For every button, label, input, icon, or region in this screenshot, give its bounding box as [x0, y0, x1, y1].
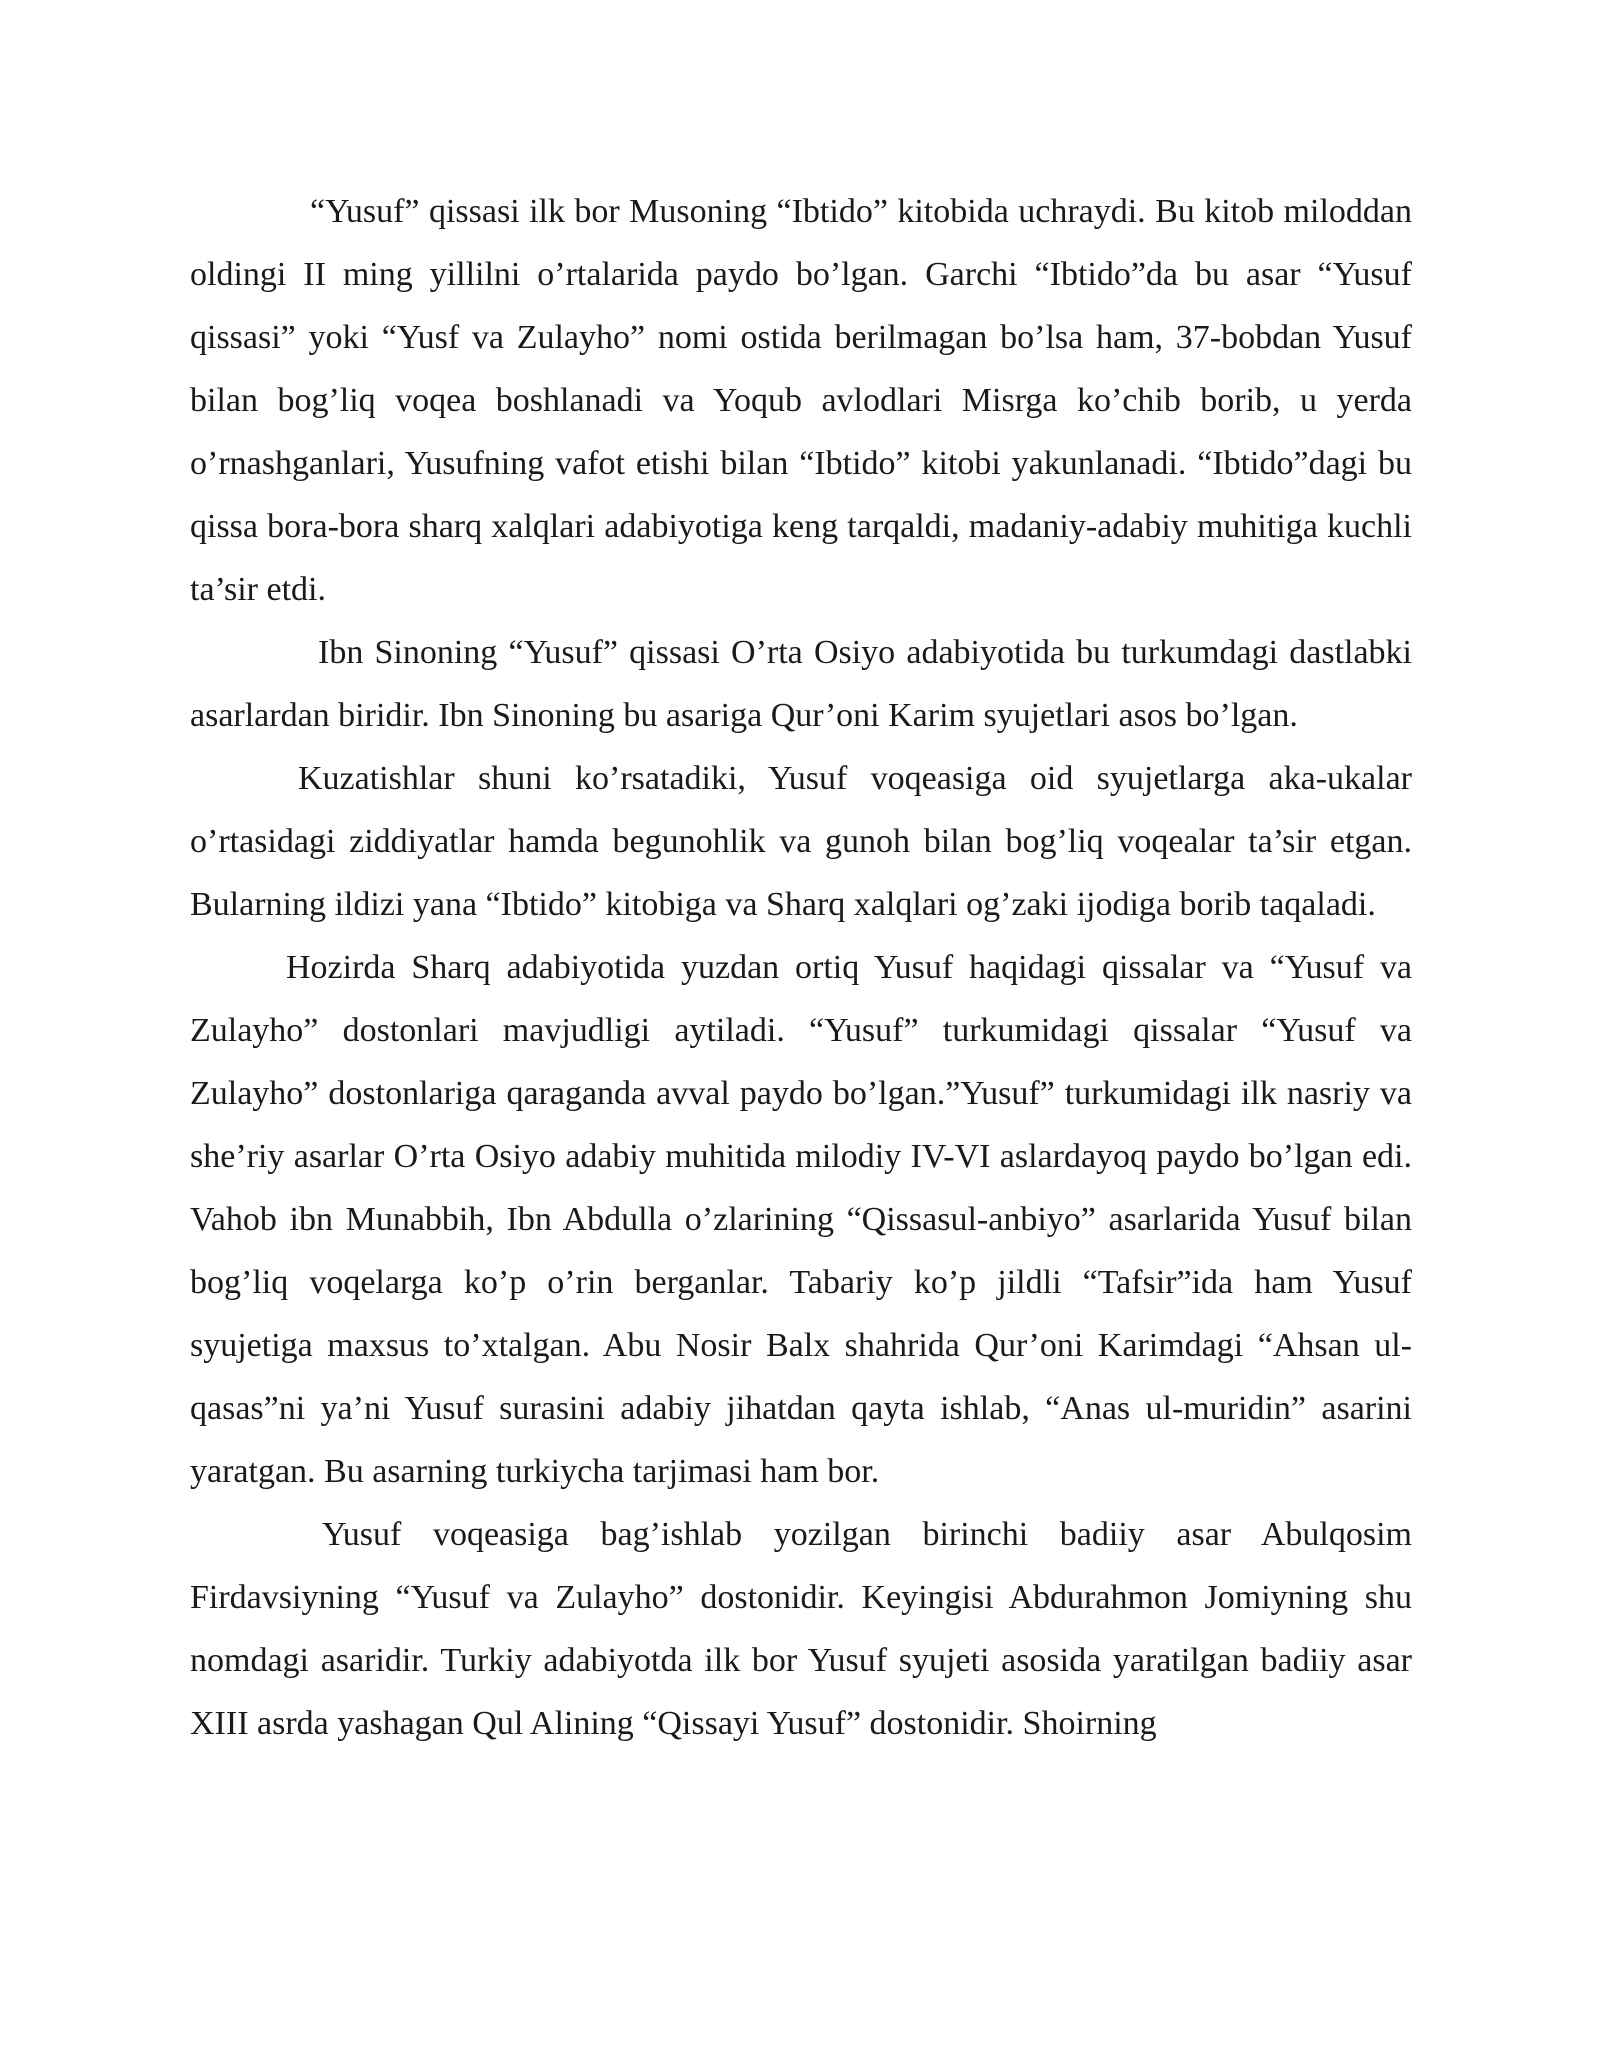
paragraph-firdavsiy: Yusuf voqeasiga bag’ishlab yozilgan birinchi badiiy asar Abulqosim Firdavsiyning “Yusuf va Zulayho” dostonidir. Keyingisi Abdurahmon Jomiyning shu nomdagi asaridir. Turkiy adabiyotda ilk bor Yusuf syujeti asosida yaratilgan badiiy asar XIII asrda yashagan Qul Alining “Qissayi Yusuf” dostonidir. Shoirning [190, 1516, 1412, 1742]
paragraph-kuzatishlar: Kuzatishlar shuni ko’rsatadiki, Yusuf voqeasiga oid syujetlarga aka-ukalar o’rtasidagi ziddiyatlar hamda begunohlik va gunoh bilan bog’liq voqealar ta’sir etgan. Bularning ildizi yana “Ibtido” kitobiga va Sharq xalqlari og’zaki ijodiga borib taqaladi. [190, 760, 1412, 923]
paragraph-ibn-sino: Ibn Sinoning “Yusuf” qissasi O’rta Osiyo adabiyotida bu turkumdagi dastlabki asarlardan biridir. Ibn Sinoning bu asariga Qur’oni Karim syujetlari asos bo’lgan. [190, 634, 1412, 734]
paragraph-hozirda: Hozirda Sharq adabiyotida yuzdan ortiq Yusuf haqidagi qissalar va “Yusuf va Zulayho” dostonlari mavjudligi aytiladi. “Yusuf” turkumidagi qissalar “Yusuf va Zulayho” dostonlariga qaraganda avval paydo bo’lgan.”Yusuf” turkumidagi ilk nasriy va she’riy asarlar O’rta Osiyo adabiy muhitida milodiy IV-VI aslardayoq paydo bo’lgan edi. Vahob ibn Munabbih, Ibn Abdulla o’zlarining “Qissasul-anbiyo” asarlarida Yusuf bilan bog’liq voqelarga ko’p o’rin berganlar. Tabariy ko’p jildli “Tafsir”ida ham Yusuf syujetiga maxsus to’xtalgan. Abu Nosir Balx shahrida Qur’oni Karimdagi “Ahsan ul-qasas”ni ya’ni Yusuf surasini adabiy jihatdan qayta ishlab, “Anas ul-muridin” asarini yaratgan. Bu asarning turkiycha tarjimasi ham bor. [190, 949, 1412, 1490]
paragraph-ibtido: “Yusuf” qissasi ilk bor Musoning “Ibtido” kitobida uchraydi. Bu kitob miloddan oldingi II ming yillilni o’rtalarida paydo bo’lgan. Garchi “Ibtido”da bu asar “Yusuf qissasi” yoki “Yusf va Zulayho” nomi ostida berilmagan bo’lsa ham, 37-bobdan Yusuf bilan bog’liq voqea boshlanadi va Yoqub avlodlari Misrga ko’chib borib, u yerda o’rnashganlari, Yusufning vafot etishi bilan “Ibtido” kitobi yakunlanadi. “Ibtido”dagi bu qissa bora-bora sharq xalqlari adabiyotiga keng tarqaldi, madaniy-adabiy muhitiga kuchli ta’sir etdi. [190, 193, 1412, 608]
body-text [190, 180, 1412, 1755]
